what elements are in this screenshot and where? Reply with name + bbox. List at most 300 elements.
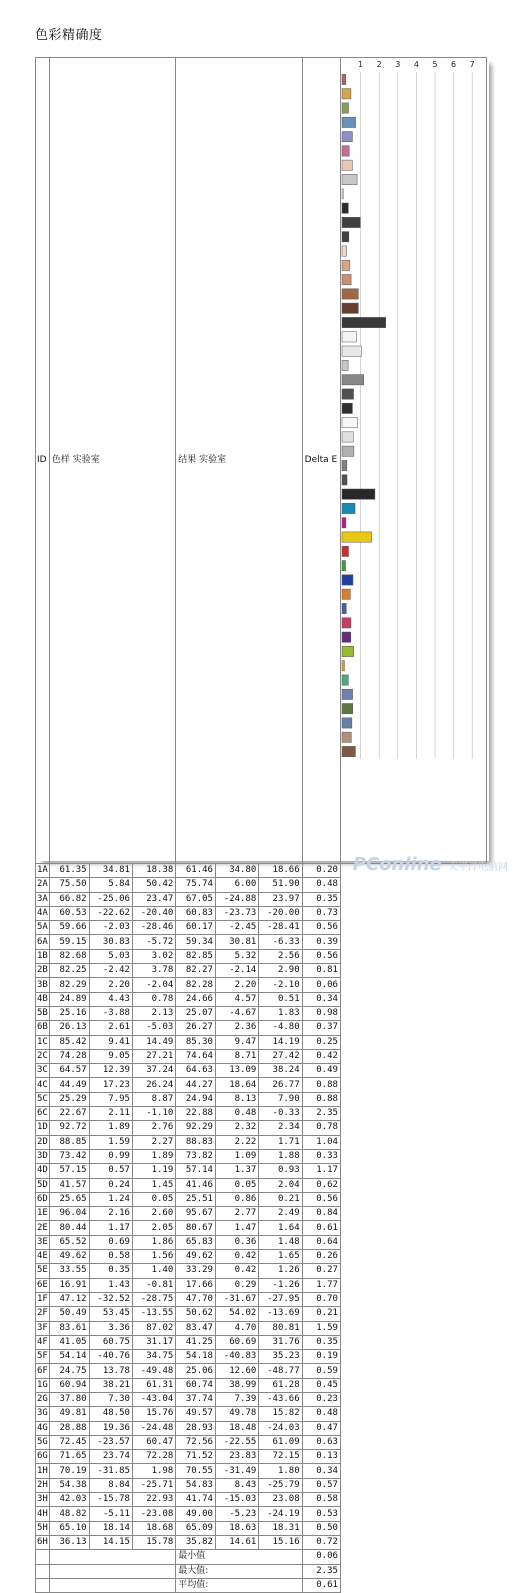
- cell-lab-value: 72.45: [49, 1435, 89, 1449]
- cell-delta-e: 0.63: [302, 1435, 340, 1449]
- cell-lab-value: 7.90: [259, 1092, 302, 1106]
- table-row: [36, 1292, 487, 1306]
- summary-label: 平均值:: [176, 1578, 302, 1592]
- cell-id: 6C: [36, 1107, 50, 1121]
- header-id: ID: [36, 58, 50, 864]
- cell-lab-value: 8.13: [215, 1092, 258, 1106]
- cell-lab-value: 41.74: [176, 1493, 216, 1507]
- cell-id: 3G: [36, 1407, 50, 1421]
- cell-id: 1D: [36, 1121, 50, 1135]
- cell-lab-value: 1.80: [259, 1464, 302, 1478]
- cell-lab-value: 1.71: [259, 1135, 302, 1149]
- cell-lab-value: -4.80: [259, 1021, 302, 1035]
- bar: [342, 704, 353, 714]
- cell-lab-value: -13.69: [259, 1307, 302, 1321]
- cell-lab-value: 15.78: [132, 1535, 175, 1549]
- cell-lab-value: 3.36: [89, 1321, 132, 1335]
- table-row: [36, 878, 487, 892]
- cell-lab-value: 18.48: [215, 1421, 258, 1435]
- table-row: [36, 1493, 487, 1507]
- cell-lab-value: 15.82: [259, 1407, 302, 1421]
- cell-lab-value: 73.82: [176, 1149, 216, 1163]
- cell-id: 1B: [36, 949, 50, 963]
- cell-lab-value: 28.88: [49, 1421, 89, 1435]
- cell-lab-value: 1.86: [132, 1235, 175, 1249]
- cell-lab-value: -6.33: [259, 935, 302, 949]
- bar: [342, 203, 348, 213]
- cell-id: 2D: [36, 1135, 50, 1149]
- table-row: [36, 892, 487, 906]
- cell-lab-value: 57.15: [49, 1164, 89, 1178]
- cell-delta-e: 0.23: [302, 1392, 340, 1406]
- cell-lab-value: 48.50: [89, 1407, 132, 1421]
- cell-delta-e: 0.56: [302, 949, 340, 963]
- cell-id: 3A: [36, 892, 50, 906]
- cell-lab-value: 2.76: [132, 1121, 175, 1135]
- cell-lab-value: 4.70: [215, 1321, 258, 1335]
- cell-lab-value: 92.72: [49, 1121, 89, 1135]
- cell-lab-value: 82.28: [176, 978, 216, 992]
- summary-value: 2.35: [302, 1564, 340, 1578]
- cell-lab-value: 30.81: [215, 935, 258, 949]
- cell-lab-value: -40.83: [215, 1350, 258, 1364]
- cell-lab-value: 0.05: [215, 1178, 258, 1192]
- cell-lab-value: -0.81: [132, 1278, 175, 1292]
- summary-row: [36, 1564, 487, 1578]
- cell-delta-e: 0.61: [302, 1221, 340, 1235]
- cell-id: 4F: [36, 1335, 50, 1349]
- table-row: [36, 1264, 487, 1278]
- cell-delta-e: 0.34: [302, 1464, 340, 1478]
- table-row: [36, 1464, 487, 1478]
- cell-lab-value: 70.19: [49, 1464, 89, 1478]
- cell-id: 2A: [36, 878, 50, 892]
- cell-id: 2F: [36, 1307, 50, 1321]
- cell-id: 2H: [36, 1478, 50, 1492]
- cell-lab-value: 26.77: [259, 1078, 302, 1092]
- cell-lab-value: 50.62: [176, 1307, 216, 1321]
- cell-lab-value: 4.57: [215, 992, 258, 1006]
- table-row: [36, 964, 487, 978]
- cell-lab-value: 3.02: [132, 949, 175, 963]
- cell-lab-value: 2.56: [259, 949, 302, 963]
- cell-delta-e: 0.06: [302, 978, 340, 992]
- cell-lab-value: 49.62: [49, 1250, 89, 1264]
- cell-delta-e: 0.56: [302, 921, 340, 935]
- cell-lab-value: 61.46: [176, 864, 216, 878]
- cell-lab-value: 1.43: [89, 1278, 132, 1292]
- cell-id: 5H: [36, 1521, 50, 1535]
- bar: [342, 103, 349, 113]
- bar: [342, 360, 348, 370]
- cell-lab-value: 37.24: [132, 1064, 175, 1078]
- cell-lab-value: 51.90: [259, 878, 302, 892]
- cell-lab-value: 1.59: [89, 1135, 132, 1149]
- cell-delta-e: 1.17: [302, 1164, 340, 1178]
- cell-lab-value: -24.88: [215, 892, 258, 906]
- cell-lab-value: 25.29: [49, 1092, 89, 1106]
- cell-lab-value: 2.77: [215, 1207, 258, 1221]
- cell-id: 5C: [36, 1092, 50, 1106]
- table-row: [36, 1335, 487, 1349]
- cell-lab-value: -2.10: [259, 978, 302, 992]
- cell-delta-e: 0.73: [302, 906, 340, 920]
- cell-lab-value: 38.99: [215, 1378, 258, 1392]
- summary-row: [36, 1550, 487, 1564]
- cell-id: 5B: [36, 1006, 50, 1020]
- cell-lab-value: 2.60: [132, 1207, 175, 1221]
- table-row: [36, 1078, 487, 1092]
- cell-lab-value: 27.42: [259, 1049, 302, 1063]
- delta-e-bar-chart: [341, 58, 486, 858]
- bar: [342, 246, 347, 256]
- cell-lab-value: 82.29: [49, 978, 89, 992]
- cell-lab-value: 85.30: [176, 1035, 216, 1049]
- table-row: [36, 935, 487, 949]
- cell-lab-value: 14.61: [215, 1535, 258, 1549]
- cell-lab-value: 27.21: [132, 1049, 175, 1063]
- cell-lab-value: 26.27: [176, 1021, 216, 1035]
- cell-lab-value: -5.11: [89, 1507, 132, 1521]
- cell-lab-value: 0.51: [259, 992, 302, 1006]
- cell-lab-value: -25.79: [259, 1478, 302, 1492]
- cell-lab-value: 1.45: [132, 1178, 175, 1192]
- cell-delta-e: 0.88: [302, 1078, 340, 1092]
- cell-lab-value: -43.04: [132, 1392, 175, 1406]
- cell-delta-e: 0.20: [302, 864, 340, 878]
- cell-lab-value: -2.14: [215, 964, 258, 978]
- cell-delta-e: 0.49: [302, 1064, 340, 1078]
- cell-lab-value: 50.49: [49, 1307, 89, 1321]
- summary-value: 0.61: [302, 1578, 340, 1592]
- cell-lab-value: 88.85: [49, 1135, 89, 1149]
- bar: [342, 303, 358, 313]
- cell-lab-value: 96.04: [49, 1207, 89, 1221]
- table-row: [36, 1006, 487, 1020]
- cell-lab-value: 38.21: [89, 1378, 132, 1392]
- bar: [342, 546, 349, 556]
- cell-lab-value: 49.81: [49, 1407, 89, 1421]
- cell-lab-value: 2.22: [215, 1135, 258, 1149]
- cell-lab-value: 73.42: [49, 1149, 89, 1163]
- cell-lab-value: 2.49: [259, 1207, 302, 1221]
- bar: [342, 117, 356, 127]
- table-row: [36, 1378, 487, 1392]
- cell-lab-value: 71.52: [176, 1450, 216, 1464]
- cell-lab-value: 15.16: [259, 1535, 302, 1549]
- cell-lab-value: 5.84: [89, 878, 132, 892]
- cell-lab-value: 0.78: [132, 992, 175, 1006]
- cell-lab-value: 25.16: [49, 1006, 89, 1020]
- cell-lab-value: 65.83: [176, 1235, 216, 1249]
- table-row: [36, 1207, 487, 1221]
- cell-lab-value: 36.13: [49, 1535, 89, 1549]
- cell-delta-e: 0.59: [302, 1364, 340, 1378]
- cell-lab-value: 1.24: [89, 1192, 132, 1206]
- cell-delta-e: 0.35: [302, 1335, 340, 1349]
- table-row: [36, 1421, 487, 1435]
- cell-lab-value: -5.03: [132, 1021, 175, 1035]
- cell-lab-value: 8.84: [89, 1478, 132, 1492]
- bar: [342, 646, 354, 656]
- bar: [342, 332, 357, 342]
- cell-lab-value: 60.83: [176, 906, 216, 920]
- cell-lab-value: 57.14: [176, 1164, 216, 1178]
- bar: [342, 475, 347, 485]
- cell-id: 2E: [36, 1221, 50, 1235]
- table-row: [36, 1178, 487, 1192]
- cell-lab-value: 49.62: [176, 1250, 216, 1264]
- tick-label: 1: [357, 60, 364, 69]
- cell-delta-e: 2.35: [302, 1107, 340, 1121]
- cell-lab-value: 64.63: [176, 1064, 216, 1078]
- table-row: [36, 978, 487, 992]
- cell-lab-value: 54.38: [49, 1478, 89, 1492]
- cell-lab-value: 18.31: [259, 1521, 302, 1535]
- cell-id: 2C: [36, 1049, 50, 1063]
- summary-row: [36, 1578, 487, 1592]
- table-row: [36, 921, 487, 935]
- cell-lab-value: 15.76: [132, 1407, 175, 1421]
- cell-id: 3B: [36, 978, 50, 992]
- cell-lab-value: 54.83: [176, 1478, 216, 1492]
- cell-lab-value: 17.23: [89, 1078, 132, 1092]
- cell-id: 1F: [36, 1292, 50, 1306]
- cell-lab-value: 1.89: [89, 1121, 132, 1135]
- cell-lab-value: 7.95: [89, 1092, 132, 1106]
- cell-delta-e: 1.59: [302, 1321, 340, 1335]
- bar: [342, 317, 386, 327]
- cell-lab-value: 25.07: [176, 1006, 216, 1020]
- cell-id: 2B: [36, 964, 50, 978]
- cell-lab-value: 23.08: [259, 1493, 302, 1507]
- cell-lab-value: 42.03: [49, 1493, 89, 1507]
- table-row: [36, 1364, 487, 1378]
- bar: [342, 146, 349, 156]
- cell-id: 2G: [36, 1392, 50, 1406]
- cell-lab-value: 2.11: [89, 1107, 132, 1121]
- cell-lab-value: 22.88: [176, 1107, 216, 1121]
- table-row: [36, 1307, 487, 1321]
- cell-lab-value: 41.05: [49, 1335, 89, 1349]
- cell-lab-value: -49.48: [132, 1364, 175, 1378]
- bar: [342, 260, 350, 270]
- cell-lab-value: 34.75: [132, 1350, 175, 1364]
- cell-lab-value: 2.20: [89, 978, 132, 992]
- cell-lab-value: -20.00: [259, 906, 302, 920]
- table-row: [36, 1035, 487, 1049]
- cell-lab-value: -24.03: [259, 1421, 302, 1435]
- table-row: [36, 1278, 487, 1292]
- cell-lab-value: 48.82: [49, 1507, 89, 1521]
- cell-lab-value: 67.05: [176, 892, 216, 906]
- cell-delta-e: 0.56: [302, 1192, 340, 1206]
- cell-id: 3E: [36, 1235, 50, 1249]
- cell-lab-value: -2.04: [132, 978, 175, 992]
- bar: [342, 432, 353, 442]
- cell-lab-value: 24.66: [176, 992, 216, 1006]
- cell-lab-value: 0.29: [215, 1278, 258, 1292]
- table-row: [36, 1478, 487, 1492]
- cell-lab-value: 7.30: [89, 1392, 132, 1406]
- bar: [342, 89, 351, 99]
- cell-lab-value: 23.97: [259, 892, 302, 906]
- bar: [342, 232, 349, 242]
- cell-lab-value: 13.09: [215, 1064, 258, 1078]
- cell-lab-value: -2.42: [89, 964, 132, 978]
- cell-lab-value: 60.17: [176, 921, 216, 935]
- cell-delta-e: 0.39: [302, 935, 340, 949]
- cell-lab-value: -23.57: [89, 1435, 132, 1449]
- bar: [342, 174, 357, 184]
- cell-lab-value: -32.52: [89, 1292, 132, 1306]
- cell-lab-value: -15.78: [89, 1493, 132, 1507]
- cell-lab-value: 75.50: [49, 878, 89, 892]
- cell-lab-value: 83.61: [49, 1321, 89, 1335]
- cell-lab-value: 26.13: [49, 1021, 89, 1035]
- table-row: [36, 1535, 487, 1549]
- cell-lab-value: -23.73: [215, 906, 258, 920]
- cell-delta-e: 0.64: [302, 1235, 340, 1249]
- cell-lab-value: 18.14: [89, 1521, 132, 1535]
- tick-label: 5: [432, 60, 438, 69]
- cell-lab-value: 8.43: [215, 1478, 258, 1492]
- cell-id: 5E: [36, 1264, 50, 1278]
- cell-lab-value: -43.66: [259, 1392, 302, 1406]
- cell-lab-value: 82.25: [49, 964, 89, 978]
- cell-lab-value: -31.67: [215, 1292, 258, 1306]
- cell-lab-value: 1.83: [259, 1006, 302, 1020]
- table-row: [36, 1164, 487, 1178]
- table-row: [36, 1221, 487, 1235]
- table-row: [36, 1407, 487, 1421]
- cell-lab-value: -22.55: [215, 1435, 258, 1449]
- cell-lab-value: 85.42: [49, 1035, 89, 1049]
- cell-delta-e: 1.04: [302, 1135, 340, 1149]
- cell-lab-value: 23.83: [215, 1450, 258, 1464]
- cell-lab-value: 60.53: [49, 906, 89, 920]
- cell-lab-value: 23.47: [132, 892, 175, 906]
- table-row: [36, 1149, 487, 1163]
- table-row: [36, 1321, 487, 1335]
- bar: [342, 589, 350, 599]
- bar: [342, 618, 351, 628]
- summary-empty: [36, 1578, 50, 1592]
- cell-lab-value: 70.55: [176, 1464, 216, 1478]
- cell-lab-value: 61.31: [132, 1378, 175, 1392]
- bar: [342, 418, 358, 428]
- cell-lab-value: 33.29: [176, 1264, 216, 1278]
- cell-lab-value: 54.02: [215, 1307, 258, 1321]
- cell-lab-value: -1.10: [132, 1107, 175, 1121]
- table-row: [36, 1021, 487, 1035]
- cell-lab-value: 30.83: [89, 935, 132, 949]
- cell-lab-value: 0.86: [215, 1192, 258, 1206]
- cell-lab-value: 17.66: [176, 1278, 216, 1292]
- cell-lab-value: 1.56: [132, 1250, 175, 1264]
- cell-id: 3H: [36, 1493, 50, 1507]
- table-row: [36, 1450, 487, 1464]
- cell-lab-value: 9.05: [89, 1049, 132, 1063]
- cell-lab-value: 2.05: [132, 1221, 175, 1235]
- cell-delta-e: 0.48: [302, 878, 340, 892]
- cell-delta-e: 0.70: [302, 1292, 340, 1306]
- table-row: [36, 1121, 487, 1135]
- bar: [342, 446, 354, 456]
- cell-delta-e: 0.21: [302, 1307, 340, 1321]
- cell-lab-value: -24.19: [259, 1507, 302, 1521]
- cell-lab-value: 75.74: [176, 878, 216, 892]
- cell-lab-value: 1.40: [132, 1264, 175, 1278]
- bar: [342, 217, 360, 227]
- cell-lab-value: 61.28: [259, 1378, 302, 1392]
- cell-lab-value: 1.19: [132, 1164, 175, 1178]
- bar: [342, 603, 346, 613]
- cell-delta-e: 0.27: [302, 1264, 340, 1278]
- cell-lab-value: 31.17: [132, 1335, 175, 1349]
- cell-delta-e: 0.47: [302, 1421, 340, 1435]
- cell-lab-value: -5.72: [132, 935, 175, 949]
- cell-id: 6D: [36, 1192, 50, 1206]
- table-row: [36, 992, 487, 1006]
- cell-lab-value: -48.77: [259, 1364, 302, 1378]
- data-table: [35, 57, 487, 1593]
- cell-id: 4B: [36, 992, 50, 1006]
- table-row: [36, 1392, 487, 1406]
- bar: [342, 575, 353, 585]
- cell-id: 6F: [36, 1364, 50, 1378]
- cell-lab-value: 2.32: [215, 1121, 258, 1135]
- cell-id: 5D: [36, 1178, 50, 1192]
- cell-lab-value: -5.23: [215, 1507, 258, 1521]
- cell-lab-value: 44.27: [176, 1078, 216, 1092]
- table-row: [36, 1350, 487, 1364]
- cell-id: 1A: [36, 864, 50, 878]
- cell-lab-value: 1.89: [132, 1149, 175, 1163]
- summary-empty: [49, 1578, 175, 1592]
- cell-lab-value: 6.00: [215, 878, 258, 892]
- cell-lab-value: 60.74: [176, 1378, 216, 1392]
- table-row: [36, 1521, 487, 1535]
- cell-id: 3C: [36, 1064, 50, 1078]
- cell-lab-value: 16.91: [49, 1278, 89, 1292]
- bar: [342, 275, 351, 285]
- bar: [342, 189, 343, 199]
- cell-lab-value: 71.65: [49, 1450, 89, 1464]
- cell-lab-value: 34.80: [215, 864, 258, 878]
- cell-delta-e: 0.45: [302, 1378, 340, 1392]
- cell-lab-value: 72.15: [259, 1450, 302, 1464]
- cell-lab-value: 0.48: [215, 1107, 258, 1121]
- bar: [342, 561, 346, 571]
- cell-lab-value: -2.03: [89, 921, 132, 935]
- table-row: [36, 1107, 487, 1121]
- cell-id: 1C: [36, 1035, 50, 1049]
- cell-delta-e: 0.62: [302, 1178, 340, 1192]
- bar: [342, 489, 375, 499]
- cell-lab-value: 0.57: [89, 1164, 132, 1178]
- header-sample: 色样 实验室: [49, 58, 175, 864]
- cell-lab-value: 64.57: [49, 1064, 89, 1078]
- cell-lab-value: 0.69: [89, 1235, 132, 1249]
- cell-lab-value: 59.34: [176, 935, 216, 949]
- cell-lab-value: 38.24: [259, 1064, 302, 1078]
- cell-lab-value: 2.16: [89, 1207, 132, 1221]
- cell-lab-value: 12.39: [89, 1064, 132, 1078]
- cell-lab-value: 1.17: [89, 1221, 132, 1235]
- cell-lab-value: 25.65: [49, 1192, 89, 1206]
- cell-delta-e: 0.78: [302, 1121, 340, 1135]
